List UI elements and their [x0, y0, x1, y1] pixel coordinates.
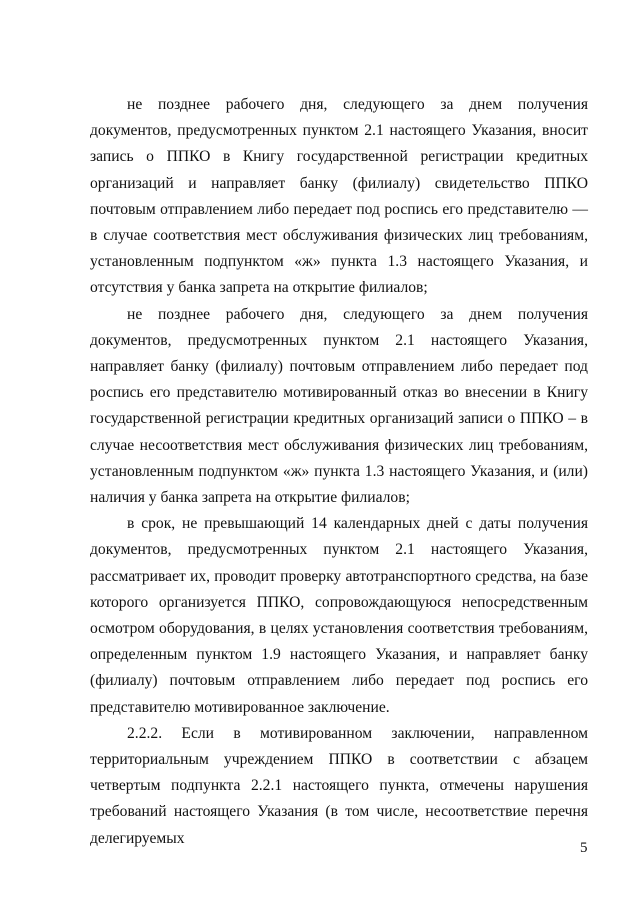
paragraph-4: 2.2.2. Если в мотивированном заключении, направленном территориальным учреждением ППКО в соответствии с абзацем четвертым подпункта 2.2.1 настоящего пункта, отмечены нарушения требований настоящего Указания (в том числе, несоответствие перечня делегируемых — [90, 724, 588, 847]
paragraph-2: не позднее рабочего дня, следующего за днем получения документов, предусмотренных пунктом 2.1 настоящего Указания, направляет банку (филиалу) почтовым отправлением либо передает под роспись его представителю мотивированный отказ во внесении в Книгу государственной регистрации кредитных организаций записи о ППКО – в случае несоответствия мест обслуживания физических лиц требованиям, установленным подпунктом «ж» пункта 1.3 настоящего Указания, и (или) наличия у банка запрета на открытие филиалов; — [90, 305, 588, 507]
page-number: 5 — [580, 840, 588, 856]
paragraph-1: не позднее рабочего дня, следующего за днем получения документов, предусмотренных пунктом 2.1 настоящего Указания, вносит запись о ППКО в Книгу государственной регистрации кредитных организаций и направляет банку (филиалу) свидетельство ППКО почтовым отправлением либо передает под роспись его представителю — в случае соответствия мест обслуживания физических лиц требованиям, установленным подпунктом «ж» пункта 1.3 настоящего Указания, и отсутствия у банка запрета на открытие филиалов; — [90, 96, 588, 297]
body-text — [90, 92, 588, 852]
paragraph-3: в срок, не превышающий 14 календарных дней с даты получения документов, предусмотренных пунктом 2.1 настоящего Указания, рассматривает их, проводит проверку автотранспортного средства, на базе которого организуется ППКО, сопровождающуюся непосредственным осмотром оборудования, в целях установления соответствия требованиям, определенным пунктом 1.9 настоящего Указания, и направляет банку (филиалу) почтовым отправлением либо передает под роспись его представителю мотивированное заключение. — [90, 515, 588, 716]
